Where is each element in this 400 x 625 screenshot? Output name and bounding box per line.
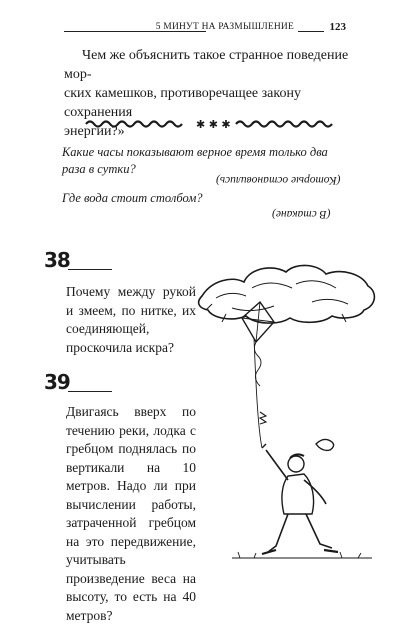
problem-text: Двигаясь вверх по течению реки, лодка с гребцом поднялась по вертикали на 10 метров. Надо ли при вычислении работы, затраченной гребцом на это передвижение, учитывать произведение веса на высоту, то есть на 40 метров?	[66, 404, 196, 623]
page-number: 123	[329, 21, 346, 33]
problem-number: 38	[44, 248, 70, 272]
intro-line: ских камешков, противоречащее закону сохранения	[64, 86, 301, 120]
kite-icon	[242, 302, 274, 386]
problem-number-rule	[68, 269, 112, 270]
intro-line: энергии?»	[64, 124, 125, 139]
intro-line: Чем же объяснить такое странное поведение мор-	[64, 48, 349, 82]
storm-cloud-icon	[199, 265, 375, 323]
ornamental-divider	[84, 117, 338, 131]
problem-text: Почему между рукой и змеем, по нитке, их соединяющей, проскочила искра?	[66, 284, 196, 355]
riddle-question: Где вода стоит столбом?	[62, 191, 203, 205]
riddle-answer-inverted: (Которые остановились)	[216, 174, 341, 186]
boy-figure-icon	[262, 444, 338, 554]
problem-number: 39	[44, 370, 70, 394]
svg-text:✱ ✱ ✱: ✱ ✱ ✱	[196, 118, 231, 131]
header-rule-right	[298, 31, 324, 32]
running-title: 5 МИНУТ НА РАЗМЫШЛЕНИЕ	[155, 22, 294, 32]
riddle-answer-inverted: (В стакане)	[272, 208, 331, 220]
ground-grass	[232, 552, 372, 558]
cap-icon	[316, 439, 334, 450]
riddle-question: Какие часы показывают верное время только два раза в сутки?	[62, 145, 328, 176]
page-header	[64, 22, 346, 36]
problem-number-rule	[68, 391, 112, 392]
kite-string	[254, 338, 266, 448]
kite-boy-illustration	[192, 258, 380, 576]
